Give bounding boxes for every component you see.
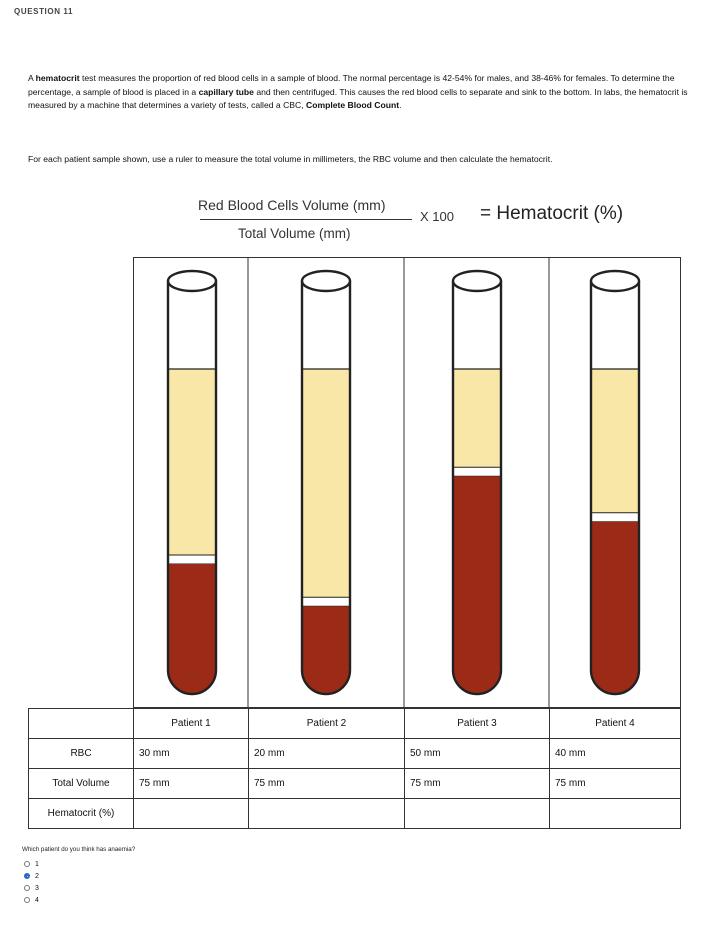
- table-row-total-volume: [29, 769, 681, 799]
- radio-button[interactable]: [24, 885, 30, 891]
- table-row-rbc: [29, 739, 681, 769]
- table-cell: 75 mm: [134, 769, 249, 799]
- radio-button[interactable]: [24, 897, 30, 903]
- answer-options: [24, 858, 39, 906]
- answer-option[interactable]: [24, 858, 39, 870]
- tube-empty-section: [302, 281, 350, 369]
- table-cell: 40 mm: [550, 739, 681, 769]
- formula-multiplier: X 100: [420, 209, 454, 224]
- table-corner-cell: [29, 709, 134, 739]
- table-cell: 20 mm: [249, 739, 405, 769]
- answer-option-label: 2: [35, 872, 39, 880]
- red-blood-cell-layer: [453, 476, 501, 694]
- table-cell-empty: [249, 799, 405, 829]
- table-cell-empty: [405, 799, 550, 829]
- question-number: QUESTION 11: [14, 7, 74, 16]
- table-cell: 75 mm: [249, 769, 405, 799]
- answer-option-label: 3: [35, 884, 39, 892]
- red-blood-cell-layer: [168, 564, 216, 694]
- table-header-cell: Patient 1: [134, 709, 249, 739]
- intro-text: A: [28, 73, 36, 83]
- table-row-label: RBC: [29, 739, 134, 769]
- answer-option[interactable]: [24, 882, 39, 894]
- table-cell: 75 mm: [405, 769, 550, 799]
- table-header-row: [29, 709, 681, 739]
- table-header-cell: Patient 3: [405, 709, 550, 739]
- intro-text: test measures the proportion of red blood cells in a sample of blood. The normal percentage is 42-54% for males, and 38-46% for females. To determine the percentage, a sample of blood is placed in a: [28, 73, 675, 97]
- tube-opening: [168, 271, 216, 291]
- table-row-label: Total Volume: [29, 769, 134, 799]
- plasma-layer: [302, 369, 350, 597]
- table-header-cell: Patient 2: [249, 709, 405, 739]
- intro-bold-hematocrit: hematocrit: [35, 73, 80, 83]
- table-cell: 75 mm: [550, 769, 681, 799]
- patient-table: [28, 708, 681, 829]
- answer-option[interactable]: [24, 870, 39, 882]
- intro-text: .: [399, 100, 402, 111]
- tube-opening: [453, 271, 501, 291]
- intro-bold-capillary-tube: capillary tube: [198, 86, 254, 97]
- buffy-coat-band: [453, 467, 501, 476]
- tube-opening: [591, 271, 639, 291]
- answer-option-label: 1: [35, 860, 39, 868]
- tube-diagram: [133, 257, 681, 708]
- formula-result: = Hematocrit (%): [480, 203, 624, 224]
- tube-empty-section: [168, 281, 216, 369]
- intro-bold-cbc: Complete Blood Count: [306, 100, 400, 111]
- radio-button[interactable]: [24, 873, 30, 879]
- tube-opening: [302, 271, 350, 291]
- formula-numerator: Red Blood Cells Volume (mm): [198, 197, 386, 213]
- buffy-coat-band: [302, 597, 350, 606]
- tube-empty-section: [453, 281, 501, 369]
- table-header-cell: Patient 4: [550, 709, 681, 739]
- intro-text: and then centrifuged. This causes the red blood cells to separate and sink to the bottom. In labs, the hematocrit is measured by a machine that determines a variety of tests, called a CBC,: [28, 86, 688, 111]
- buffy-coat-band: [591, 513, 639, 522]
- buffy-coat-band: [168, 555, 216, 564]
- answer-option-label: 4: [35, 896, 39, 904]
- table-cell-empty: [550, 799, 681, 829]
- table-cell: 50 mm: [405, 739, 550, 769]
- plasma-layer: [453, 369, 501, 467]
- table-cell: 30 mm: [134, 739, 249, 769]
- table-cell-empty: [134, 799, 249, 829]
- anaemia-question: Which patient do you think has anaemia?: [22, 846, 136, 853]
- formula-denominator: Total Volume (mm): [238, 226, 351, 241]
- red-blood-cell-layer: [302, 606, 350, 694]
- table-row-label: Hematocrit (%): [29, 799, 134, 829]
- tube-empty-section: [591, 281, 639, 369]
- formula-fraction-line: [200, 219, 412, 220]
- answer-option[interactable]: [24, 894, 39, 906]
- table-row-hematocrit: [29, 799, 681, 829]
- plasma-layer: [168, 369, 216, 555]
- red-blood-cell-layer: [591, 522, 639, 694]
- intro-paragraph: [28, 72, 688, 113]
- instruction-paragraph: For each patient sample shown, use a ruler to measure the total volume in millimeters, the RBC volume and then calculate the hematocrit.: [28, 154, 553, 164]
- plasma-layer: [591, 369, 639, 513]
- radio-button[interactable]: [24, 861, 30, 867]
